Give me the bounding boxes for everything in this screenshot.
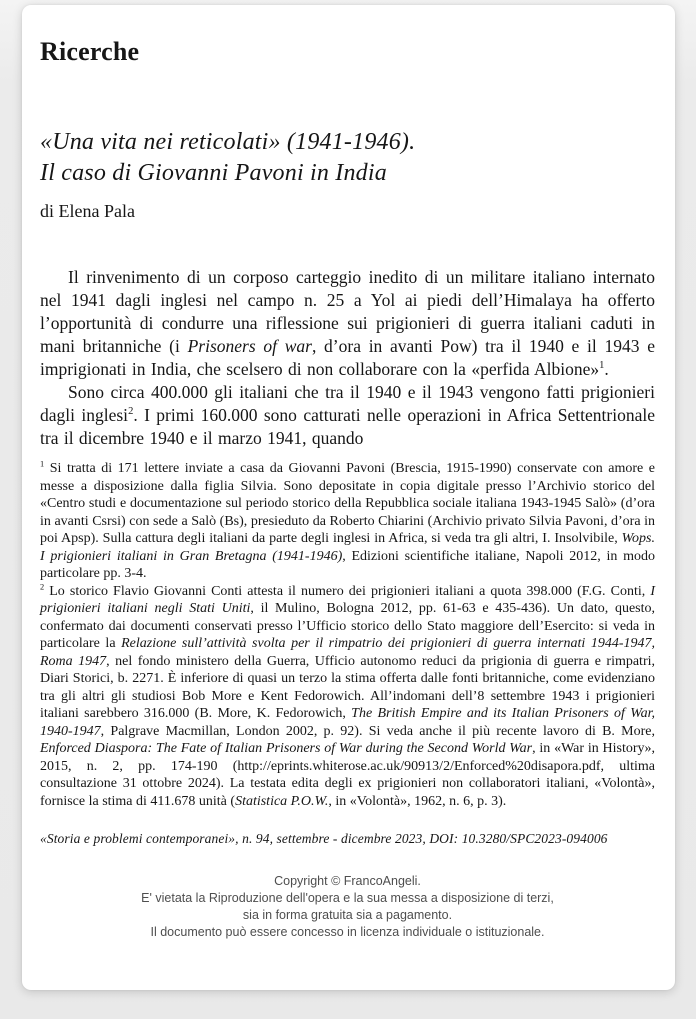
article-title-line1: «Una vita nei reticolati» (1941-1946).: [40, 129, 416, 155]
footnote-1-marker: 1: [40, 459, 45, 469]
footnote-2-marker: 2: [40, 581, 45, 591]
journal-citation: «Storia e problemi contemporanei», n. 94, settembre - dicembre 2023, DOI: 10.3280/SPC2023-094006: [40, 831, 608, 846]
footnotes-block: [40, 460, 655, 810]
article-body: [40, 266, 655, 450]
body-paragraph-1: Il rinvenimento di un corposo carteggio inedito di un militare italiano internato nel 1941 dagli inglesi nel campo n. 25 a Yol ai piedi dell’Himalaya ha offerto l’opportunità di condurre una riflessione sui prigionieri di guerra italiani caduti in mani britanniche (i Prisoners of war, d’ora in avanti Pow) tra il 1940 e il 1943 e imprigionati in India, che scelsero di non collaborare con la «perfida Albione»$^1$.: [40, 267, 655, 379]
section-label: Ricerche: [40, 37, 140, 66]
byline: di Elena Pala: [40, 201, 135, 221]
page-card: [22, 5, 675, 990]
footnote-1: [40, 460, 655, 583]
footnote-2: [40, 583, 655, 811]
body-paragraph-2: Sono circa 400.000 gli italiani che tra il 1940 e il 1943 vengono fatti prigionieri dagli inglesi$^2$. I primi 160.000 sono catturati nelle operazioni in Africa Settentrionale tra il dicembre 1940 e il marzo 1941, quando: [40, 382, 656, 448]
article-title: [40, 127, 655, 189]
footnote-2-text: Lo storico Flavio Giovanni Conti attesta il numero dei prigionieri italiani a quota 398.000 (F.G. Conti, I prigionieri italiani negli Stati Uniti, il Mulino, Bologna 2012, pp. 61-63 e 435-436). Un dato, questo, confermato dai documenti conservati presso l’Ufficio storico dello Stato maggiore dell’Esercito: si veda in particolare la Relazione sull’attività svolta per il rimpatrio dei prigionieri di guerra internati 1944-1947, Roma 1947, nel fondo ministero della Guerra, Ufficio autonomo reduci da prigionia di guerra e rimpatri, Diari Storici, b. 2271. È inferiore di quasi un terzo la stima offerta dalle fonti britanniche, come evidenziano tra gli altri gli studiosi Bob More e Kent Fedorowich. All’indomani dell’8 settembre 1943 i prigionieri italiani sarebbero 316.000 (B. More, K. Fedorowich, The British Empire and its Italian Prisoners of War, 1940-1947, Palgrave Macmillan, London 2002, p. 92). Si veda anche il più recente lavoro di B. More, Enforced Diaspora: The Fate of Italian Prisoners of War during the Second World War, in «War in History», 2015, n. 2, pp. 174-190 (http://eprints.whiterose.ac.uk/90913/2/Enforced%20disapora.pdf, ultima consultazione 31 ottobre 2024). La testata edita degli ex prigionieri non collaboratori italiani, «Volontà», fornisce la stima di 411.678 unità (Statistica P.O.W., in «Volontà», 1962, n. 6, p. 3).: [40, 583, 656, 809]
copyright-block: Copyright © FrancoAngeli. E' vietata la Riproduzione dell'opera e la sua messa a disposizione di terzi, sia in forma gratuita sia a pagamento. Il documento può essere concesso in licenza individuale o istituzionale.: [141, 874, 554, 939]
footnote-1-text: Si tratta di 171 lettere inviate a casa da Giovanni Pavoni (Brescia, 1915-1990) conservate con amore e messe a disposizione dalla figlia Silvia. Sono depositate in copia digitale presso l’Archivio storico del «Centro studi e documentazione sul periodo storico della Repubblica sociale italiana 1943-1945 Salò» (d’ora in avanti Csrsi) con sede a Salò (Bs), presieduto da Roberto Chiarini (Archivio privato Silvia Pavoni, d’ora in poi Apsp). Sulla cattura degli italiani da parte degli inglesi in Africa, si veda tra gli altri, I. Insolvibile, Wops. I prigionieri italiani in Gran Bretagna (1941-1946), Edizioni scientifiche italiane, Napoli 2012, in modo particolare pp. 3-4.: [40, 461, 655, 581]
article-title-line2: Il caso di Giovanni Pavoni in India: [40, 160, 387, 186]
